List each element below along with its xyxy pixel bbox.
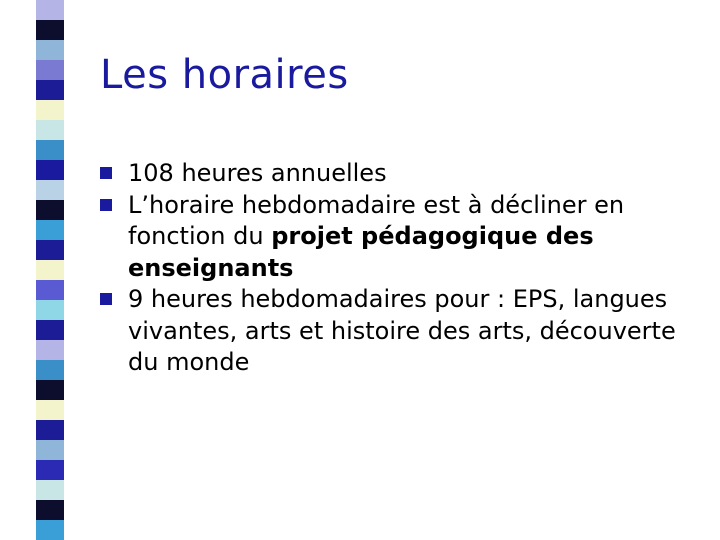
bullet-bold-text: projet pédagogique des enseignants <box>128 222 594 282</box>
bullet-text: L’horaire hebdomadaire est à décliner en fonction du <box>128 190 625 250</box>
bullet-text: 9 heures hebdomadaires pour : EPS, langues vivantes, arts et histoire des arts, découverte du monde <box>128 285 676 376</box>
bullet-item-weekly-subjects <box>96 284 706 379</box>
stripe-segment <box>36 20 64 40</box>
stripe-segment <box>36 320 64 340</box>
stripe-segment <box>36 40 64 60</box>
stripe-segment <box>36 260 64 280</box>
stripe-segment <box>36 280 64 300</box>
stripe-segment <box>36 60 64 80</box>
stripe-segment <box>36 440 64 460</box>
stripe-segment <box>36 240 64 260</box>
stripe-segment <box>36 0 64 20</box>
square-bullet-icon <box>100 199 112 211</box>
stripe-segment <box>36 200 64 220</box>
stripe-segment <box>36 120 64 140</box>
stripe-segment <box>36 520 64 540</box>
stripe-segment <box>36 480 64 500</box>
stripe-segment <box>36 80 64 100</box>
bullet-text: 108 heures annuelles <box>128 159 387 187</box>
bullet-list <box>96 158 706 379</box>
stripe-segment <box>36 140 64 160</box>
stripe-segment <box>36 380 64 400</box>
square-bullet-icon <box>100 167 112 179</box>
stripe-segment <box>36 300 64 320</box>
stripe-segment <box>36 100 64 120</box>
stripe-segment <box>36 400 64 420</box>
bullet-item-weekly-schedule <box>96 190 706 285</box>
stripe-segment <box>36 500 64 520</box>
stripe-segment <box>36 460 64 480</box>
stripe-segment <box>36 360 64 380</box>
bullet-item-annual-hours <box>96 158 706 190</box>
stripe-segment <box>36 180 64 200</box>
decorative-stripe-bar <box>36 0 64 540</box>
stripe-segment <box>36 220 64 240</box>
slide-title: Les horaires <box>100 52 349 98</box>
square-bullet-icon <box>100 293 112 305</box>
stripe-segment <box>36 420 64 440</box>
stripe-segment <box>36 340 64 360</box>
stripe-segment <box>36 160 64 180</box>
